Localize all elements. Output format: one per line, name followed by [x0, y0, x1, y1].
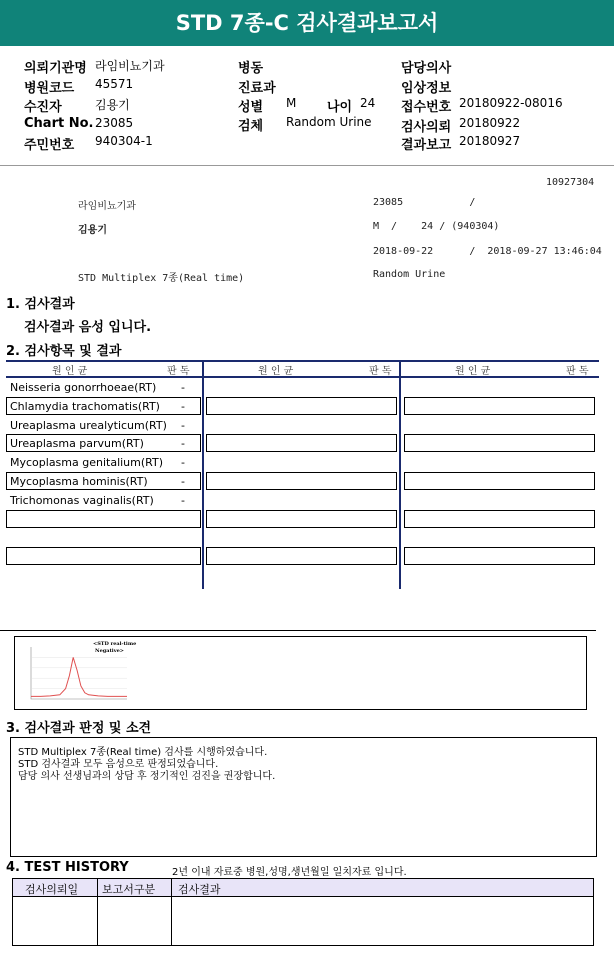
info-dates: 2018-09-22 / 2018-09-27 13:46:04 [373, 246, 602, 257]
graph-subtitle: Negative> [95, 648, 124, 654]
patient-value: 김용기 [95, 98, 130, 112]
col-result-1: 판 독 [167, 366, 190, 377]
hospital-value: 라임비뇨기과 [95, 59, 165, 73]
table-row: Mycoplasma genitalium(RT) [10, 456, 164, 469]
history-note: 2년 이내 자료중 병원,성명,생년월일 일치자료 입니다. [172, 867, 407, 878]
table-row-result: - [181, 494, 185, 507]
opinion-line-3: 담당 의사 선생님과의 상담 후 정기적인 검진을 권장합니다. [18, 771, 276, 782]
section3-heading: 3. 검사결과 판정 및 소견 [6, 721, 152, 736]
empty-box [206, 547, 397, 565]
opinion-line-2: STD 검사결과 모두 음성으로 판정되었습니다. [18, 759, 219, 770]
empty-box [404, 397, 595, 415]
info-chart: 23085 / [373, 197, 476, 208]
hospital-code-label: 병원코드 [24, 81, 75, 96]
table-row: Trichomonas vaginalis(RT) [10, 494, 154, 507]
info-name: 김용기 [78, 225, 107, 236]
opinion-line-1: STD Multiplex 7종(Real time) 검사를 시행하였습니다. [18, 747, 268, 758]
history-table [12, 878, 594, 946]
table-row: Ureaplasma urealyticum(RT) [10, 419, 167, 432]
history-col-request-date: 검사의뢰일 [25, 883, 79, 896]
graph-top-divider [0, 630, 596, 631]
table-header-line [6, 376, 599, 378]
row-box-5 [6, 547, 201, 565]
section2-heading: 2. 검사항목 및 결과 [6, 344, 122, 359]
table-row: Chlamydia trachomatis(RT) [10, 400, 160, 413]
report-title: STD 7종-C 검사결과보고서 [175, 11, 439, 35]
col-pathogen-2: 원 인 균 [258, 366, 294, 377]
col-pathogen-1: 원 인 균 [52, 366, 88, 377]
chart-no-label: Chart No. [24, 116, 94, 131]
graph-box [14, 636, 587, 710]
empty-box [206, 510, 397, 528]
empty-box [404, 472, 595, 490]
empty-box [206, 434, 397, 452]
section4-heading: 4. TEST HISTORY [6, 860, 129, 875]
request-date-label: 검사의뢰 [401, 120, 452, 135]
request-date-value: 20180922 [459, 116, 521, 130]
report-date-label: 결과보고 [401, 138, 452, 153]
table-row-result: - [181, 381, 185, 394]
info-specimen: Random Urine [373, 269, 446, 280]
empty-box [404, 547, 595, 565]
chart-no-value: 23085 [95, 116, 134, 130]
empty-box [206, 472, 397, 490]
info-hospital: 라임비뇨기과 [78, 201, 136, 212]
table-top-line [6, 360, 599, 362]
table-divider-1 [202, 360, 204, 589]
info-test-name: STD Multiplex 7종(Real time) [78, 273, 245, 284]
col-result-2: 판 독 [369, 366, 392, 377]
empty-box [206, 397, 397, 415]
specimen-label: 검체 [238, 119, 264, 134]
table-row-result: - [181, 475, 185, 488]
history-col-result: 검사결과 [178, 883, 221, 896]
patient-label: 수진자 [24, 100, 62, 115]
table-row: Ureaplasma parvum(RT) [10, 437, 144, 450]
table-row-result: - [181, 419, 185, 432]
resident-no-value: 940304-1 [95, 134, 153, 148]
table-row: Mycoplasma hominis(RT) [10, 475, 148, 488]
chart-series-line [31, 657, 127, 696]
hospital-code-value: 45571 [95, 77, 134, 91]
chart-axes [31, 647, 127, 699]
ward-label: 병동 [238, 61, 264, 76]
section1-heading: 1. 검사결과 [6, 297, 75, 312]
age-label: 나이 [327, 100, 353, 115]
col-pathogen-3: 원 인 균 [455, 366, 491, 377]
table-divider-2 [399, 360, 401, 589]
info-sex-age: M / 24 / (940304) [373, 221, 500, 232]
row-box-4 [6, 510, 201, 528]
section1-result: 검사결과 음성 입니다. [24, 320, 152, 335]
table-row-result: - [181, 456, 185, 469]
hospital-label: 의뢰기관명 [24, 61, 87, 76]
sex-value: M [286, 96, 297, 110]
col-result-3: 판 독 [566, 366, 589, 377]
specimen-value: Random Urine [286, 115, 372, 129]
table-row-result: - [181, 437, 185, 450]
table-row: Neisseria gonorrhoeae(RT) [10, 381, 157, 394]
history-col-report-type: 보고서구분 [102, 883, 156, 896]
receipt-no-label: 접수번호 [401, 100, 452, 115]
title-bar [0, 0, 614, 46]
history-col-divider-1 [97, 879, 98, 945]
doctor-label: 담당의사 [401, 61, 452, 76]
history-col-divider-2 [171, 879, 172, 945]
age-value: 24 [360, 96, 376, 110]
report-number: 10927304 [546, 177, 595, 188]
graph-title: <STD real-time [93, 641, 137, 647]
receipt-no-value: 20180922-08016 [459, 96, 563, 110]
department-label: 진료과 [238, 81, 276, 96]
header-divider [0, 165, 614, 166]
table-row-result: - [181, 400, 185, 413]
empty-box [404, 434, 595, 452]
empty-box [404, 510, 595, 528]
clinical-info-label: 임상정보 [401, 81, 452, 96]
resident-no-label: 주민번호 [24, 138, 75, 153]
history-header-row [13, 879, 593, 897]
opinion-box [10, 737, 597, 857]
report-date-value: 20180927 [459, 134, 521, 148]
sex-label: 성별 [238, 100, 264, 115]
